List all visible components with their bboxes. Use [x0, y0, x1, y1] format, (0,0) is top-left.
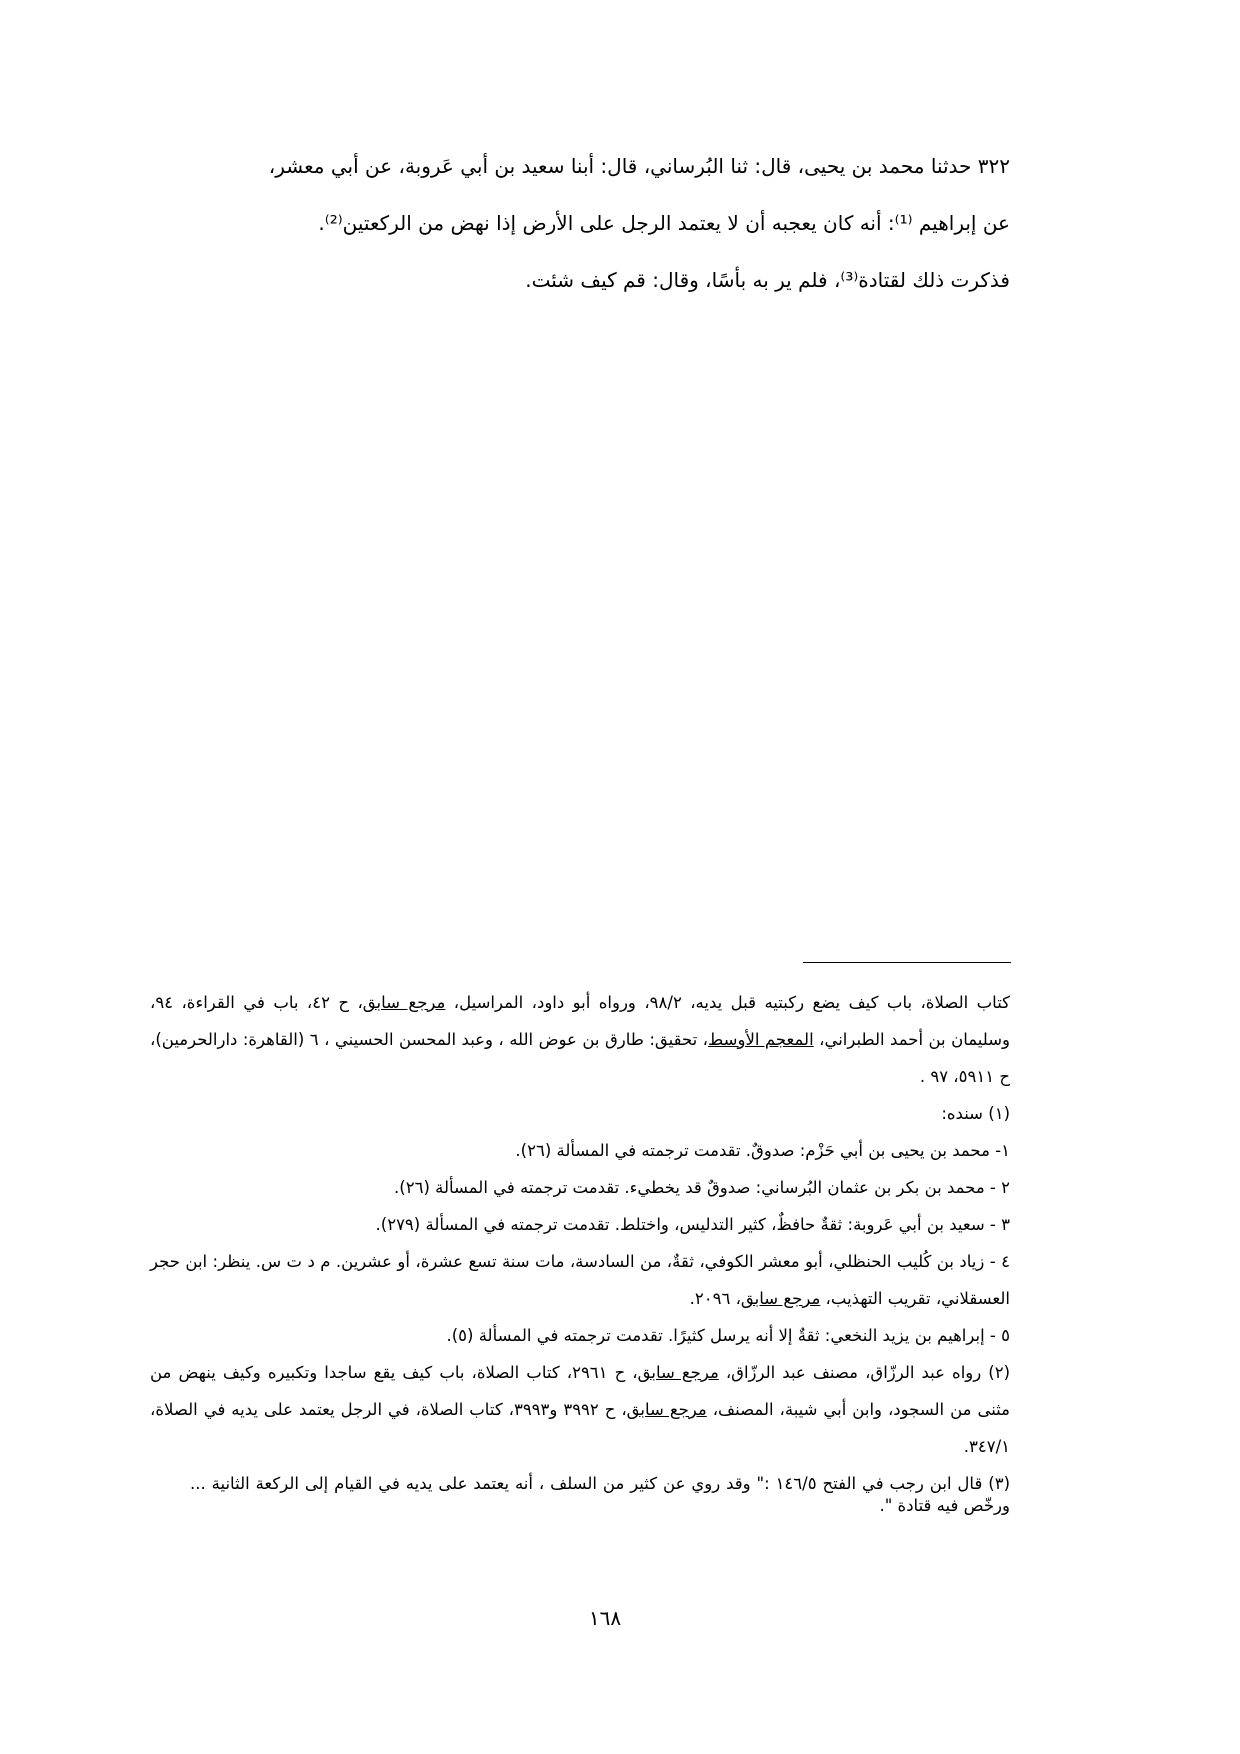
reference-link: المعجم الأوسط — [708, 1030, 814, 1049]
main-text-line-2: عن إبراهيم ⁽¹⁾: أنه كان يعجبه أن لا يعتمد الرجل على الأرض إذا نهض من الركعتين⁽²⁾. — [318, 211, 1010, 235]
footnote-3: (٣) قال ابن رجب في الفتح ١٤٦/٥ :" وقد روي عن كثير من السلف ، أنه يعتمد على يديه في القيام إلى الركعة الثانية ... ورخّص فيه قتادة ". — [190, 1474, 1010, 1515]
reference-link: مرجع سابق — [637, 1363, 719, 1382]
main-text — [150, 138, 1010, 309]
footnote-1-item: ٣ - سعيد بن أبي عَروبة: ثقةٌ حافظٌ، كثير التدليس، واختلط. تقدمت ترجمته في المسألة (٢٧٩). — [375, 1215, 1010, 1234]
footnote-1-title: (١) سنده: — [941, 1104, 1010, 1123]
footnote-1-item: ١- محمد بن يحيى بن أبي حَزْم: صدوقٌ. تقدمت ترجمته في المسألة (٢٦). — [515, 1141, 1010, 1160]
footnote-continuation: كتاب الصلاة، باب كيف يضع ركبتيه قبل يديه، ٩٨/٢، ورواه أبو داود، المراسيل، مرجع سابق، ح ٤٢، باب في القراءة، ٩٤، وسليمان بن أحمد الطبراني، المعجم الأوسط، تحقيق: طارق بن عوض الله ، وعبد المحسن الحسيني ، ٦ (القاهرة: دارالحرمين)، ح ٥٩١١، ٩٧ . — [150, 993, 1011, 1086]
footnote-1-item: ٥ - إبراهيم بن يزيد النخعي: ثقةٌ إلا أنه يرسل كثيرًا. تقدمت ترجمته في المسألة (٥). — [446, 1326, 1010, 1345]
main-text-line-3: فذكرت ذلك لقتادة⁽³⁾، فلم ير به بأسًا، وقال: قم كيف شئت. — [525, 268, 1010, 292]
page-number: ١٦٨ — [588, 1606, 622, 1630]
footnote-1-item: ٢ - محمد بن بكر بن عثمان البُرساني: صدوقٌ قد يخطيء. تقدمت ترجمته في المسألة (٢٦). — [394, 1178, 1010, 1197]
footnote-2: (٢) رواه عبد الرزّاق، مصنف عبد الرزّاق، مرجع سابق، ح ٢٩٦١، كتاب الصلاة، باب كيف يقع ساجدا وتكبيره وكيف ينهض من مثنى من السجود، وابن أبي شيبة، المصنف، مرجع سابق، ح ٣٩٩٢ و٣٩٩٣، كتاب الصلاة، في الرجل يعتمد على يديه في الصلاة، ٣٤٧/١. — [150, 1363, 1011, 1456]
reference-link: مرجع سابق — [740, 1289, 821, 1308]
footnotes — [150, 984, 1010, 1517]
footnote-1-item: ٤ - زياد بن كُليب الحنظلي، أبو معشر الكوفي، ثقةٌ، من السادسة، مات سنة تسع عشرة، أو عشرين. م د ت س. ينظر: ابن حجر العسقلاني، تقريب التهذيب، مرجع سابق، ٢٠٩٦. — [150, 1252, 1010, 1308]
reference-link: مرجع سابق — [626, 1400, 707, 1419]
reference-link: مرجع سابق — [362, 993, 446, 1012]
main-text-line-1: ٣٢٢ حدثنا محمد بن يحيى، قال: ثنا البُرساني، قال: أبنا سعيد بن أبي عَروبة، عن أبي معشر، — [268, 154, 1010, 178]
footnote-separator — [803, 962, 1011, 963]
